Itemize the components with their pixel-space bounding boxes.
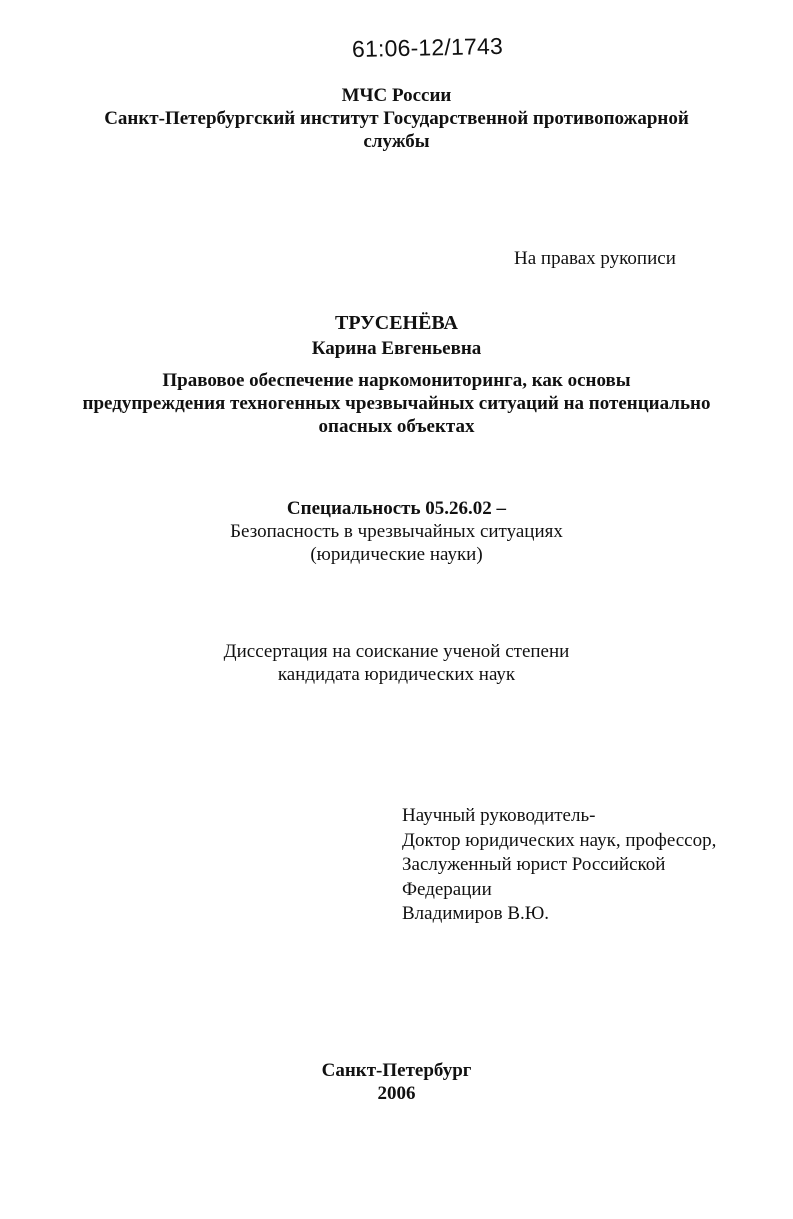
institute-name-line1: Санкт-Петербургский институт Государственной противопожарной bbox=[104, 108, 689, 129]
place-year-block bbox=[0, 1059, 793, 1105]
advisor-line1: Научный руководитель- bbox=[402, 805, 596, 826]
organization-block bbox=[0, 84, 793, 153]
specialty-name: Безопасность в чрезвычайных ситуациях bbox=[230, 521, 563, 542]
dissertation-title bbox=[0, 369, 793, 438]
advisor-line3: Заслуженный юрист Российской bbox=[402, 854, 666, 875]
ministry-name: МЧС России bbox=[341, 85, 452, 106]
specialty-code: Специальность 05.26.02 – bbox=[286, 498, 507, 519]
advisor-line2: Доктор юридических наук, профессор, bbox=[402, 829, 717, 851]
institute-name-line2: службы bbox=[363, 131, 430, 152]
author-block bbox=[0, 311, 793, 361]
advisor-line4: Федерации bbox=[402, 878, 492, 900]
advisor-name: Владимиров В.Ю. bbox=[402, 903, 550, 924]
year: 2006 bbox=[377, 1083, 416, 1104]
advisor-block bbox=[402, 804, 716, 927]
specialty-block bbox=[0, 497, 793, 566]
catalog-number: 61:06-12/1743 bbox=[351, 32, 504, 62]
degree-line2: кандидата юридических наук bbox=[277, 664, 516, 685]
title-line2: предупреждения техногенных чрезвычайных ситуаций на потенциально bbox=[82, 393, 711, 414]
title-line3: опасных объектах bbox=[318, 416, 475, 437]
author-surname: ТРУСЕНЁВА bbox=[335, 312, 458, 334]
author-given-names: Карина Евгеньевна bbox=[311, 338, 482, 359]
title-line1: Правовое обеспечение наркомониторинга, как основы bbox=[162, 370, 631, 391]
specialty-branch: (юридические науки) bbox=[310, 544, 483, 565]
city: Санкт-Петербург bbox=[321, 1060, 472, 1081]
manuscript-note: На правах рукописи bbox=[514, 248, 676, 269]
degree-line1: Диссертация на соискание ученой степени bbox=[223, 641, 570, 662]
degree-block bbox=[0, 640, 793, 686]
